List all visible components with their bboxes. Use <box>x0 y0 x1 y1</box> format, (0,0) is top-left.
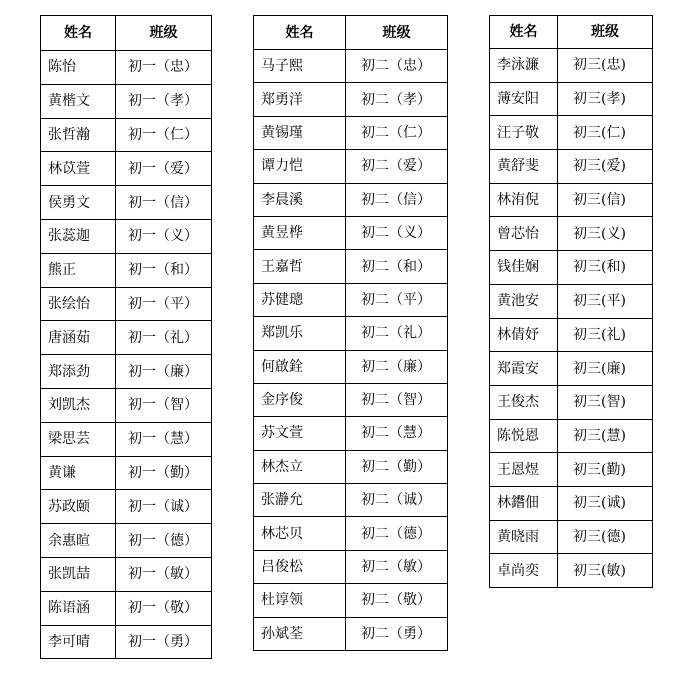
column-header-name: 姓名 <box>490 16 558 49</box>
table-row <box>490 385 653 419</box>
column-header-class: 班级 <box>116 16 212 51</box>
student-class: 初一（义） <box>116 219 212 253</box>
student-class: 初二（和） <box>346 250 448 283</box>
table-row <box>41 253 212 287</box>
table-row <box>254 83 448 116</box>
student-name: 林苡萱 <box>41 152 116 186</box>
student-name: 黄舒斐 <box>490 150 558 184</box>
student-name: 黄谦 <box>41 456 116 490</box>
student-class: 初二（义） <box>346 216 448 249</box>
table-row <box>490 116 653 150</box>
student-name: 李晨溪 <box>254 183 346 216</box>
student-class: 初三(礼) <box>558 318 653 352</box>
student-class: 初一（信） <box>116 186 212 220</box>
student-class: 初二（勤） <box>346 450 448 483</box>
student-class: 初三(孝) <box>558 82 653 116</box>
header-row <box>490 16 653 49</box>
table-row <box>490 520 653 554</box>
table-row <box>41 422 212 456</box>
student-name: 王俊杰 <box>490 385 558 419</box>
header-row <box>41 16 212 51</box>
table-row <box>41 51 212 85</box>
column-header-class: 班级 <box>558 16 653 49</box>
table-row <box>41 456 212 490</box>
student-class: 初一（诚） <box>116 490 212 524</box>
student-class: 初二（诚） <box>346 484 448 517</box>
student-class: 初二（仁） <box>346 116 448 149</box>
student-name: 苏文萱 <box>254 417 346 450</box>
student-name: 黄昱桦 <box>254 216 346 249</box>
table-row <box>490 554 653 588</box>
roster-table-grade-2 <box>253 15 448 651</box>
table-row <box>254 383 448 416</box>
table-row <box>490 251 653 285</box>
column-header-name: 姓名 <box>41 16 116 51</box>
student-name: 余惠暄 <box>41 524 116 558</box>
student-class: 初一（廉） <box>116 355 212 389</box>
roster-table-grade-1 <box>40 15 212 659</box>
student-class: 初三(智) <box>558 385 653 419</box>
student-name: 张瀞允 <box>254 484 346 517</box>
student-name: 林芯贝 <box>254 517 346 550</box>
student-name: 钱佳娴 <box>490 251 558 285</box>
student-name: 黄晓雨 <box>490 520 558 554</box>
student-class: 初二（爱） <box>346 150 448 183</box>
student-name: 苏健璁 <box>254 283 346 316</box>
student-class: 初三(敏) <box>558 554 653 588</box>
table-row <box>254 617 448 650</box>
student-class: 初三(信) <box>558 183 653 217</box>
student-class: 初二（智） <box>346 383 448 416</box>
student-class: 初一（礼） <box>116 321 212 355</box>
student-name: 苏政颐 <box>41 490 116 524</box>
student-class: 初二（信） <box>346 183 448 216</box>
student-class: 初一（忠） <box>116 51 212 85</box>
student-class: 初一（和） <box>116 253 212 287</box>
table-row <box>490 318 653 352</box>
student-class: 初二（孝） <box>346 83 448 116</box>
student-name: 林洧倪 <box>490 183 558 217</box>
student-name: 王嘉哲 <box>254 250 346 283</box>
student-class: 初一（仁） <box>116 118 212 152</box>
table-row <box>490 284 653 318</box>
student-name: 卓尚奕 <box>490 554 558 588</box>
table-row <box>41 591 212 625</box>
table-row <box>490 486 653 520</box>
table-row <box>41 524 212 558</box>
table-row <box>41 186 212 220</box>
student-name: 陈怡 <box>41 51 116 85</box>
table-row <box>254 250 448 283</box>
table-row <box>254 317 448 350</box>
student-name: 林倩妤 <box>490 318 558 352</box>
student-name: 郑霞安 <box>490 352 558 386</box>
student-name: 薄安阳 <box>490 82 558 116</box>
student-class: 初一（慧） <box>116 422 212 456</box>
student-name: 郑添劲 <box>41 355 116 389</box>
student-name: 林杰立 <box>254 450 346 483</box>
student-name: 张蕊迦 <box>41 219 116 253</box>
table-row <box>490 352 653 386</box>
student-name: 郑凯乐 <box>254 317 346 350</box>
student-class: 初二（慧） <box>346 417 448 450</box>
student-name: 林鑙佃 <box>490 486 558 520</box>
table-row <box>490 217 653 251</box>
table-row <box>41 321 212 355</box>
table-row <box>254 417 448 450</box>
table-row <box>254 150 448 183</box>
student-class: 初一（德） <box>116 524 212 558</box>
student-name: 黄楷文 <box>41 84 116 118</box>
student-class: 初二（平） <box>346 283 448 316</box>
student-class: 初一（敬） <box>116 591 212 625</box>
table-row <box>41 84 212 118</box>
student-class: 初三(爱) <box>558 150 653 184</box>
student-class: 初三(慧) <box>558 419 653 453</box>
student-name: 金序俊 <box>254 383 346 416</box>
student-name: 孙斌荃 <box>254 617 346 650</box>
student-name: 黄池安 <box>490 284 558 318</box>
student-class: 初一（勤） <box>116 456 212 490</box>
table-row <box>41 152 212 186</box>
table-row <box>41 219 212 253</box>
student-name: 吕俊松 <box>254 550 346 583</box>
student-name: 唐涵茹 <box>41 321 116 355</box>
table-row <box>254 350 448 383</box>
table-row <box>490 150 653 184</box>
student-name: 杜谆领 <box>254 584 346 617</box>
student-class: 初二（礼） <box>346 317 448 350</box>
table-row <box>41 355 212 389</box>
student-class: 初三(勤) <box>558 453 653 487</box>
table-row <box>41 490 212 524</box>
student-class: 初一（爱） <box>116 152 212 186</box>
student-name: 梁思芸 <box>41 422 116 456</box>
table-row <box>254 283 448 316</box>
student-class: 初二（勇） <box>346 617 448 650</box>
student-name: 李泳濂 <box>490 49 558 83</box>
table-row <box>254 484 448 517</box>
student-class: 初一（敏） <box>116 557 212 591</box>
student-name: 李可晴 <box>41 625 116 659</box>
table-row <box>254 116 448 149</box>
student-class: 初二（廉） <box>346 350 448 383</box>
student-name: 曾芯怡 <box>490 217 558 251</box>
column-header-name: 姓名 <box>254 16 346 50</box>
student-name: 陈语涵 <box>41 591 116 625</box>
table-row <box>490 82 653 116</box>
student-name: 谭力恺 <box>254 150 346 183</box>
student-class: 初三(义) <box>558 217 653 251</box>
student-name: 张绘怡 <box>41 287 116 321</box>
table-row <box>254 517 448 550</box>
table-row <box>254 584 448 617</box>
student-name: 张凯喆 <box>41 557 116 591</box>
student-class: 初一（孝） <box>116 84 212 118</box>
table-row <box>254 50 448 83</box>
student-name: 郑勇洋 <box>254 83 346 116</box>
table-row <box>254 550 448 583</box>
student-name: 汪子敬 <box>490 116 558 150</box>
table-row <box>41 557 212 591</box>
student-name: 张哲瀚 <box>41 118 116 152</box>
student-class: 初二（敏） <box>346 550 448 583</box>
table-row <box>490 453 653 487</box>
student-name: 侯勇文 <box>41 186 116 220</box>
student-class: 初三(仁) <box>558 116 653 150</box>
table-row <box>41 625 212 659</box>
student-class: 初二（德） <box>346 517 448 550</box>
student-class: 初三(和) <box>558 251 653 285</box>
student-name: 熊正 <box>41 253 116 287</box>
student-name: 黄锡瑾 <box>254 116 346 149</box>
student-name: 王恩煜 <box>490 453 558 487</box>
table-row <box>41 388 212 422</box>
student-class: 初一（智） <box>116 388 212 422</box>
student-class: 初三(诚) <box>558 486 653 520</box>
table-row <box>490 49 653 83</box>
student-class: 初三(廉) <box>558 352 653 386</box>
student-name: 马子熙 <box>254 50 346 83</box>
table-row <box>490 183 653 217</box>
student-class: 初三(忠) <box>558 49 653 83</box>
student-class: 初一（平） <box>116 287 212 321</box>
student-class: 初三(平) <box>558 284 653 318</box>
column-header-class: 班级 <box>346 16 448 50</box>
student-name: 何啟銓 <box>254 350 346 383</box>
student-name: 刘凯杰 <box>41 388 116 422</box>
table-row <box>490 419 653 453</box>
student-class: 初二（忠） <box>346 50 448 83</box>
student-class: 初三(德) <box>558 520 653 554</box>
student-class: 初二（敬） <box>346 584 448 617</box>
table-row <box>41 118 212 152</box>
student-name: 陈悦恩 <box>490 419 558 453</box>
table-row <box>254 450 448 483</box>
student-class: 初一（勇） <box>116 625 212 659</box>
table-row <box>254 216 448 249</box>
table-row <box>41 287 212 321</box>
table-row <box>254 183 448 216</box>
roster-table-grade-3 <box>489 15 653 588</box>
header-row <box>254 16 448 50</box>
